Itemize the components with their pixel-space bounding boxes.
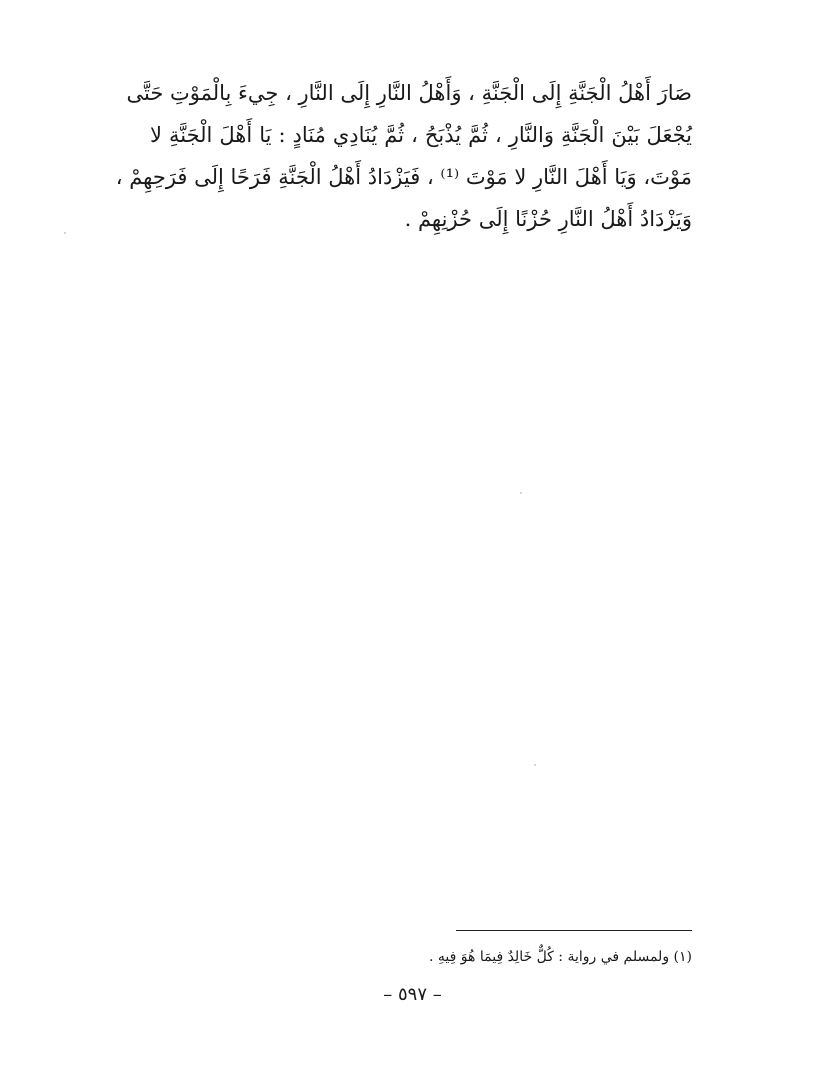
body-text [115,72,692,240]
body-line: وَيَزْدَادُ أَهْلُ النَّارِ حُزْنًا إِلَى حُزْنِهِمْ . [404,207,692,231]
body-line: صَارَ أَهْلُ الْجَنَّةِ إِلَى الْجَنَّةِ ، وَأَهْلُ النَّارِ إِلَى النَّارِ ، جِيءَ بِالْمَوْتِ حَتَّى [126,81,692,105]
footnote: (١) ولمسلم في رواية : كُلٌّ خَالِدٌ فِيمَا هُوَ فِيهِ . [429,949,692,965]
scan-speck [64,232,66,234]
body-line: يُجْعَلَ بَيْنَ الْجَنَّةِ وَالنَّارِ ، ثُمَّ يُذْبَحُ ، ثُمَّ يُنَادِي مُنَادٍ : يَا أَهْلَ الْجَنَّةِ لا [150,123,692,147]
body-line: مَوْتَ، وَيَا أَهْلَ النَّارِ لا مَوْتَ ⁽¹⁾ ، فَيَزْدَادُ أَهْلُ الْجَنَّةِ فَرَحًا إِلَى فَرَحِهِمْ ، [115,165,692,189]
scan-speck [520,492,522,494]
footnote-divider [456,930,692,931]
scan-speck [534,764,536,766]
page-number: – ٥٩٧ – [383,984,442,1005]
